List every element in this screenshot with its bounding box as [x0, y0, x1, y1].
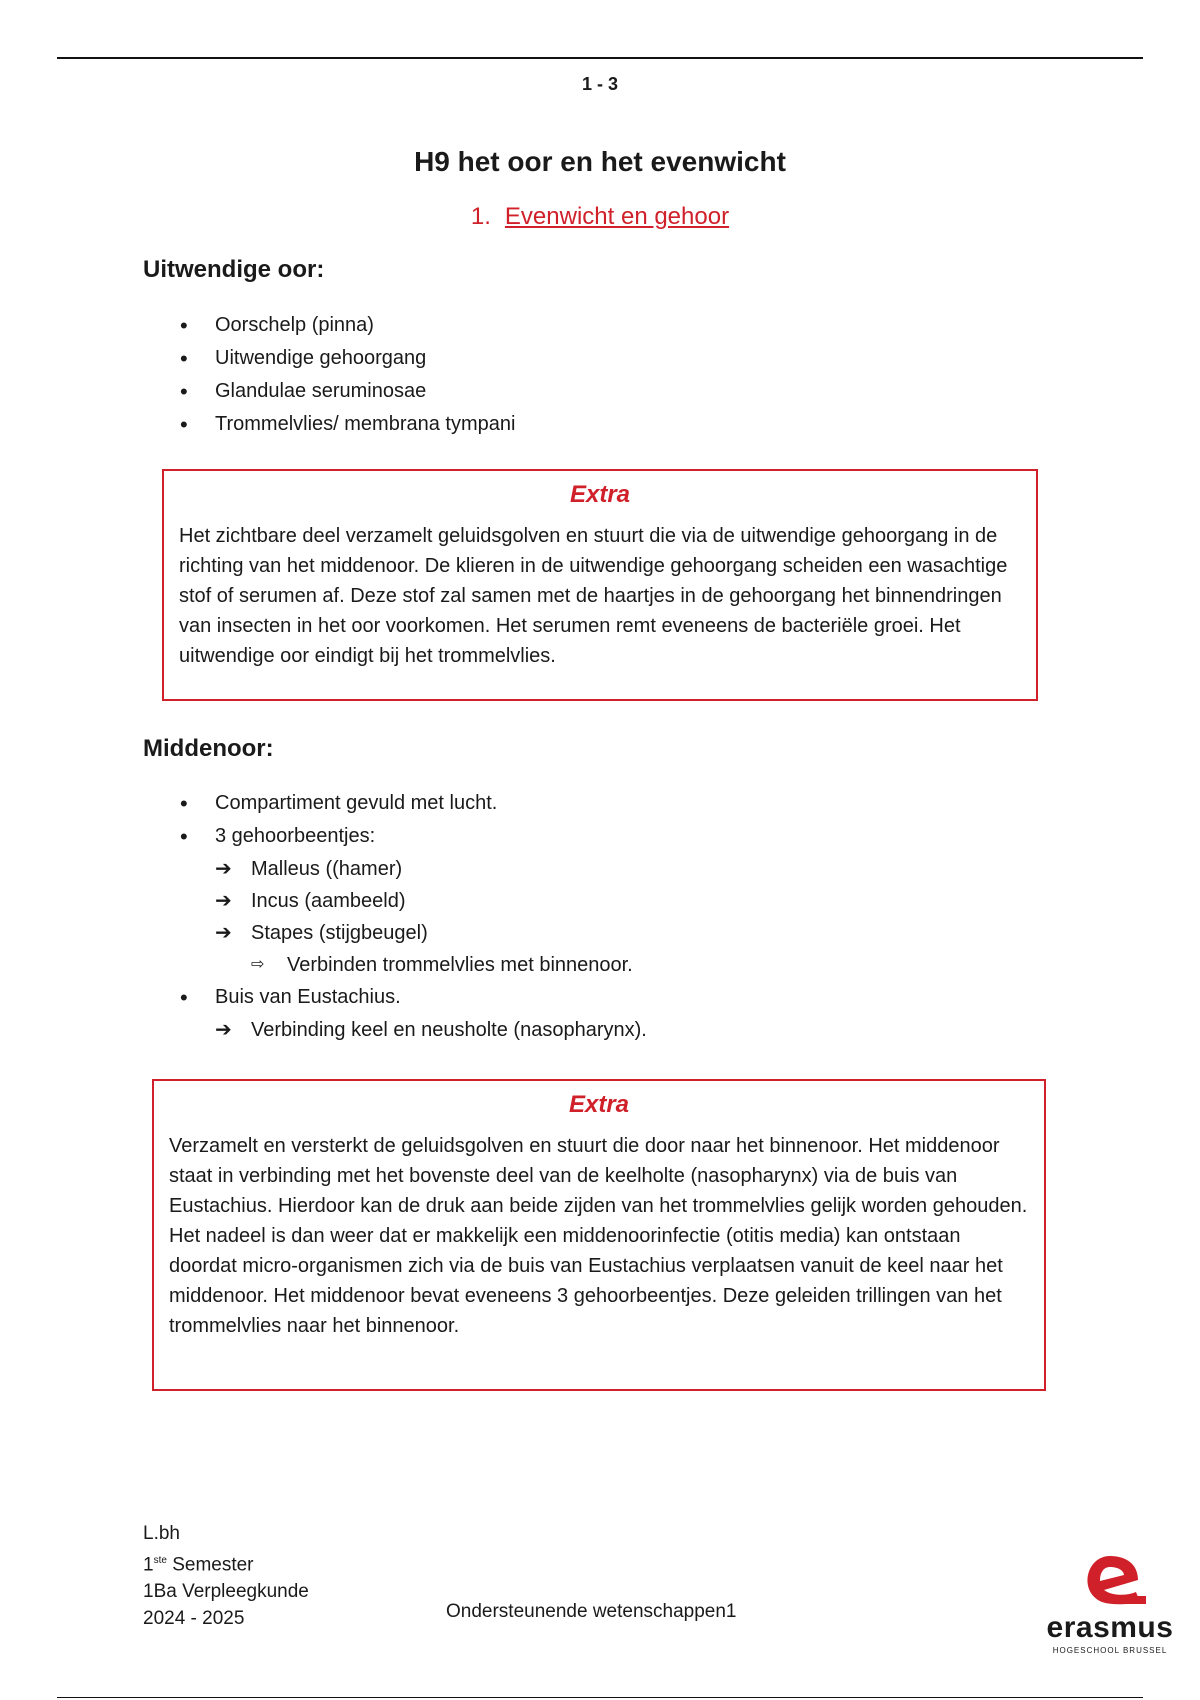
extra-title: Extra — [568, 1091, 630, 1118]
list-item: • Oorschelp (pinna) — [180, 309, 515, 342]
ossicle-label: Stapes (stijgbeugel) — [251, 922, 428, 944]
arrow-icon: ➔ — [215, 1019, 232, 1041]
extra-text: Verzamelt en versterkt de geluidsgolven en stuurt die door naar het binnenoor. Het middenoor staat in verbinding met het bovenste deel van de keelholte (nasopharynx) via de buis van Eustachius. Hierdoor kan de druk aan beide zijden van het trommelvlies gelijk worden gehouden. Het nadeel is dan weer dat er makkelijk een middenoorinfectie (otitis media) kan ontstaan doordat micro-organismen zich via de buis van Eustachius verplaatsen vanuit de keel naar het middenoor. Het middenoor bevat eveneens 3 gehoorbeentjes. Deze geleiden trillingen van het trommelvlies naar het binnenoor. — [169, 1135, 1028, 1337]
footer-course: Ondersteunende wetenschappen1 — [446, 1601, 737, 1622]
erasmus-e-icon — [1040, 1548, 1180, 1612]
list-item: • Compartiment gevuld met lucht. — [180, 787, 647, 820]
footer-rule — [57, 1697, 1143, 1698]
section-heading — [0, 203, 1200, 231]
ossicle-item — [215, 853, 647, 885]
footer-program: 1Ba Verpleegkunde — [143, 1581, 309, 1603]
list-item: • Glandulae seruminosae — [180, 375, 515, 408]
section-title: Evenwicht en gehoor — [504, 203, 730, 230]
page-number: 1 - 3 — [581, 74, 619, 94]
footer-year: 2024 - 2025 — [143, 1608, 245, 1630]
arrow-icon: ➔ — [215, 922, 232, 944]
outline-arrow-icon: ⇨ — [251, 956, 265, 973]
page-title: H9 het oor en het evenwicht — [414, 146, 786, 177]
erasmus-logo — [1040, 1548, 1180, 1658]
outer-ear-list — [180, 309, 515, 441]
arrow-icon: ➔ — [215, 890, 232, 912]
list-item — [180, 820, 647, 981]
footer-author: L.bh — [143, 1523, 180, 1544]
extra-text: Het zichtbare deel verzamelt geluidsgolven en stuurt die via de uitwendige gehoorgang in de richting van het middenoor. De klieren in de uitwendige gehoorgang scheiden een wasachtige stof of serumen af. Deze stof zal samen met de haartjes in de gehoorgang het binnendringen van insecten in het oor voorkomen. Het serumen remt eveneens de bacteriële groei. Het uitwendige oor eindigt bij het trommelvlies. — [179, 525, 1008, 667]
header-rule — [57, 57, 1143, 59]
note-label: Verbinding keel en neusholte (nasopharynx). — [251, 1019, 647, 1041]
note-label: Verbinden trommelvlies met binnenoor. — [287, 954, 633, 976]
logo-subtitle: HOGESCHOOL BRUSSEL — [1052, 1646, 1168, 1655]
ossicle-label: Incus (aambeeld) — [251, 890, 406, 912]
list-item-label: Buis van Eustachius. — [215, 986, 401, 1008]
extra-box-outer-ear — [162, 469, 1038, 701]
extra-box-middle-ear — [152, 1079, 1046, 1391]
list-item-label: 3 gehoorbeentjes: — [215, 825, 376, 847]
section-number: 1. — [470, 203, 491, 230]
eustachius-note — [215, 1014, 647, 1046]
list-item: • Trommelvlies/ membrana tympani — [180, 408, 515, 441]
ossicle-label: Malleus ((hamer) — [251, 858, 403, 880]
extra-title: Extra — [569, 481, 631, 508]
footer-semester: 1ste Semester — [143, 1554, 254, 1576]
logo-wordmark: erasmus — [1046, 1611, 1174, 1644]
ossicle-item — [215, 917, 647, 949]
middle-ear-list — [180, 787, 647, 1046]
arrow-icon: ➔ — [215, 858, 232, 880]
list-item: • Uitwendige gehoorgang — [180, 342, 515, 375]
list-item — [180, 981, 647, 1046]
ossicle-item — [215, 885, 647, 917]
ossicles-note — [215, 949, 647, 981]
footer-info — [143, 1520, 309, 1632]
outer-ear-heading: Uitwendige oor: — [143, 256, 325, 283]
middle-ear-heading: Middenoor: — [143, 735, 274, 762]
